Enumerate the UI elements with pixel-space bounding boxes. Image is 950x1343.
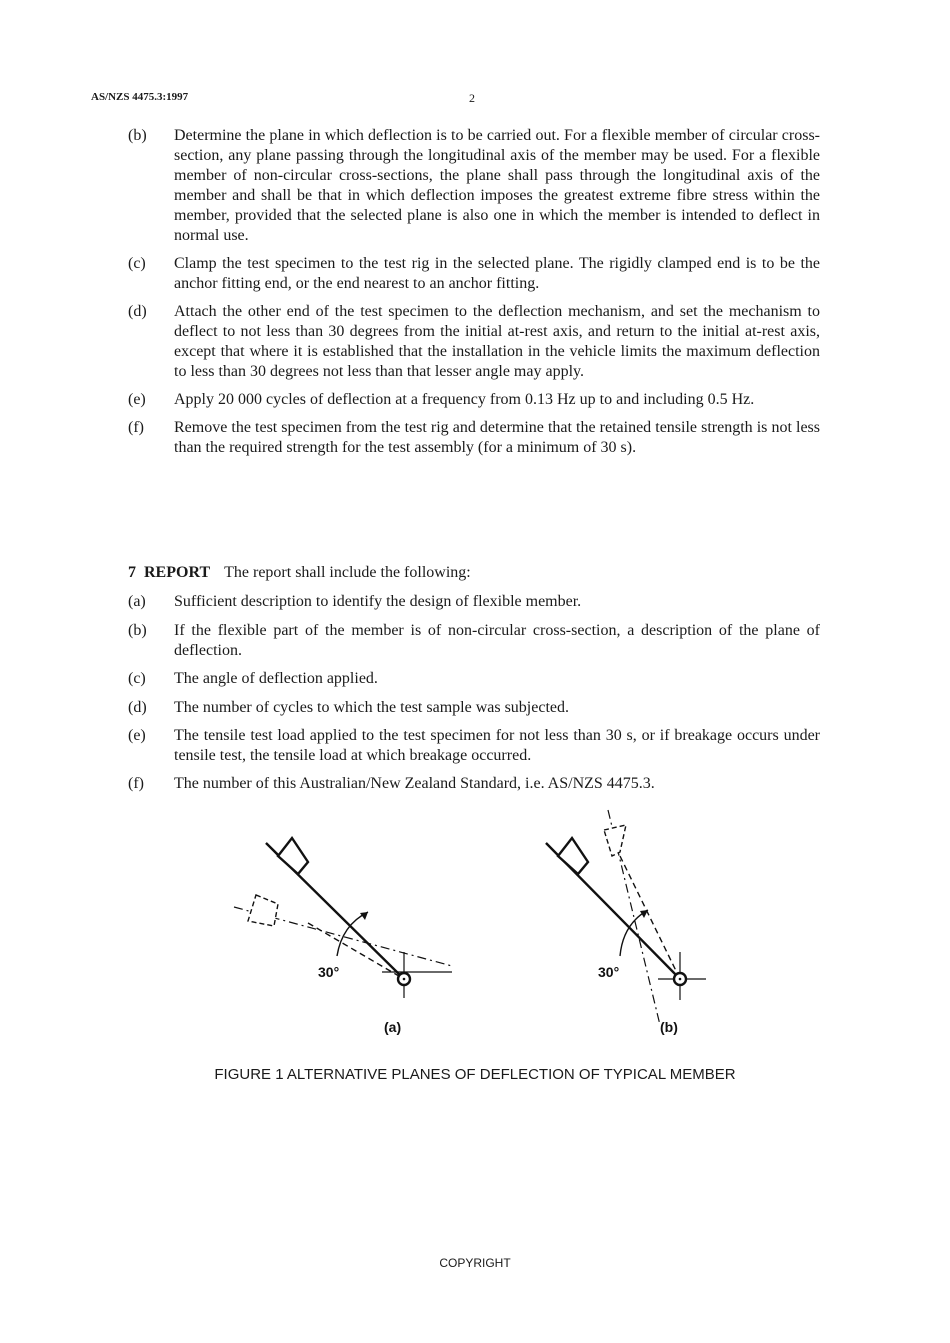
item-label: (f) <box>128 419 144 436</box>
report-section-heading <box>128 563 471 583</box>
item-text: Apply 20 000 cycles of deflection at a frequency from 0.13 Hz up to and including 0.5 Hz. <box>174 391 755 408</box>
member-deflected <box>620 856 680 979</box>
item-label: (e) <box>128 391 146 408</box>
pivot-dot <box>679 978 682 981</box>
panel-a-drawing <box>234 838 452 998</box>
panel-b-drawing <box>546 810 706 1025</box>
procedure-item-f <box>128 418 820 458</box>
deflection-figure <box>220 800 730 1040</box>
panel-a-angle-label: 30° <box>318 964 340 980</box>
page-number: 2 <box>469 91 475 105</box>
item-label: (c) <box>128 255 146 272</box>
procedure-item-c <box>128 254 820 294</box>
deflection-diagram <box>220 800 730 1040</box>
anchor-fitting-deflected <box>604 825 626 856</box>
report-list <box>128 592 820 794</box>
section-number: 7 <box>128 564 136 581</box>
copyright-footer: COPYRIGHT <box>439 1256 511 1270</box>
item-text: If the flexible part of the member is of non-circular cross-section, a description of the plane of deflection. <box>174 622 820 659</box>
report-item-f <box>128 774 820 794</box>
report-item-c <box>128 669 820 689</box>
procedure-item-e <box>128 390 820 410</box>
anchor-fitting-deflected <box>248 895 278 926</box>
axis-extension <box>546 843 558 856</box>
axis-extension <box>266 843 278 856</box>
item-text: Sufficient description to identify the design of flexible member. <box>174 593 582 610</box>
item-label: (c) <box>128 670 146 687</box>
panel-b-angle-label: 30° <box>598 964 620 980</box>
item-label: (f) <box>128 775 144 792</box>
item-text: The number of cycles to which the test sample was subjected. <box>174 699 569 716</box>
report-item-d <box>128 698 820 718</box>
item-label: (d) <box>128 699 147 716</box>
item-text: Clamp the test specimen to the test rig in the selected plane. The rigidly clamped end is to be the anchor fitting end, or the end nearest to an anchor fitting. <box>174 255 820 292</box>
item-text: Remove the test specimen from the test rig and determine that the retained tensile strength is not less than the required strength for the test assembly (for a minimum of 30 s). <box>174 419 820 456</box>
item-label: (d) <box>128 303 147 320</box>
pivot-dot <box>403 978 406 981</box>
anchor-fitting-solid <box>278 838 308 874</box>
report-item-e <box>128 726 820 766</box>
procedure-item-b <box>128 126 820 246</box>
figure-caption: FIGURE 1 ALTERNATIVE PLANES OF DEFLECTION OF TYPICAL MEMBER <box>214 1066 736 1083</box>
anchor-fitting-solid <box>558 838 588 874</box>
item-text: The tensile test load applied to the test specimen for not less than 30 s, or if breakage occurs under tensile test, the tensile load at which breakage occurred. <box>174 727 820 764</box>
item-text: Determine the plane in which deflection is to be carried out. For a flexible member of circular cross-section, any plane passing through the longitudinal axis of the member may be used. For a flexible member of non-circular cross-sections, the plane shall pass through the longitudinal axis of the member and shall be that in which deflection imposes the greatest extreme fibre stress within the member, provided that the selected plane is also one in which the member is intended to deflect in normal use. <box>174 127 820 244</box>
procedure-list <box>128 126 820 458</box>
document-code: AS/NZS 4475.3:1997 <box>91 91 189 103</box>
item-label: (b) <box>128 622 147 639</box>
item-label: (e) <box>128 727 146 744</box>
report-item-b <box>128 621 820 661</box>
section-title: REPORT <box>144 564 211 581</box>
report-item-a <box>128 592 820 612</box>
item-text: Attach the other end of the test specimen to the deflection mechanism, and set the mechanism to deflect to not less than 30 degrees from the initial at-rest axis, and return to the initial at-rest axis, except that where it is established that the installation in the vehicle limits the maximum deflection to less than 30 degrees not less than that lesser angle may apply. <box>174 303 820 380</box>
panel-b-sub-label: (b) <box>660 1019 678 1035</box>
item-text: The angle of deflection applied. <box>174 670 378 687</box>
panel-a-sub-label: (a) <box>384 1019 402 1035</box>
item-label: (a) <box>128 593 146 610</box>
procedure-item-d <box>128 302 820 382</box>
section-intro: The report shall include the following: <box>224 564 471 581</box>
item-label: (b) <box>128 127 147 144</box>
item-text: The number of this Australian/New Zealand Standard, i.e. AS/NZS 4475.3. <box>174 775 655 792</box>
